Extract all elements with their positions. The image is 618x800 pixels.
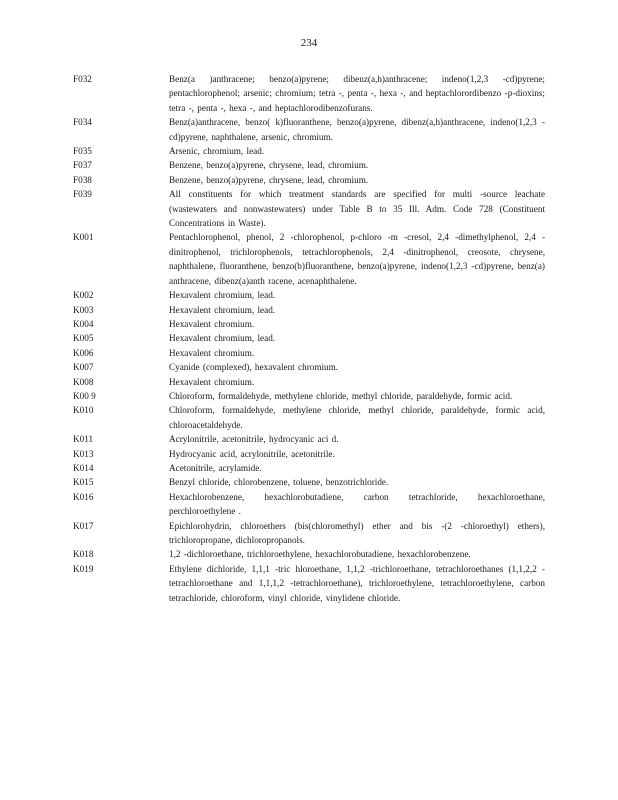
waste-code-row bbox=[73, 173, 545, 187]
constituents-text: Hexavalent chromium. bbox=[169, 347, 255, 358]
waste-code-list bbox=[73, 72, 545, 605]
waste-code-row bbox=[73, 475, 545, 489]
constituents-text: Hexavalent chromium, lead. bbox=[169, 333, 276, 344]
waste-code: F037 bbox=[73, 160, 92, 171]
waste-code: K004 bbox=[73, 318, 94, 329]
waste-code: K013 bbox=[73, 448, 94, 459]
waste-code: K018 bbox=[73, 549, 94, 560]
constituents-text: Hexavalent chromium, lead. bbox=[169, 290, 276, 301]
constituents-text: Benz(a)anthracene, benzo( k)fluoranthene, benzo(a)pyrene, dibenz(a,h)anthracene, indeno(1,2,3 -cd)pyrene, naphthalene, arsenic, chromium. bbox=[169, 117, 545, 142]
constituents-text: Acetonitrile, acrylamide. bbox=[169, 462, 262, 473]
page-number: 234 bbox=[300, 37, 318, 49]
waste-code-row bbox=[73, 144, 545, 158]
waste-code-row bbox=[73, 288, 545, 302]
waste-code: K015 bbox=[73, 477, 94, 488]
waste-code-row bbox=[73, 115, 545, 144]
waste-code-row bbox=[73, 562, 545, 605]
constituents-text: Hexavalent chromium. bbox=[169, 318, 255, 329]
constituents-text: 1,2 -dichloroethane, trichloroethylene, hexachlorobutadiene, hexachlorobenzene. bbox=[169, 549, 471, 560]
constituents-text: Hexavalent chromium. bbox=[169, 376, 255, 387]
waste-code-row bbox=[73, 389, 545, 403]
waste-code: K002 bbox=[73, 290, 94, 301]
constituents-text: Benzene, benzo(a)pyrene, chrysene, lead, chromium. bbox=[169, 174, 369, 185]
waste-code-row bbox=[73, 490, 545, 519]
waste-code: F032 bbox=[73, 74, 92, 84]
waste-code: K00 9 bbox=[73, 390, 96, 401]
waste-code-row bbox=[73, 360, 545, 374]
constituents-text: Chloroform, formaldehyde, methylene chloride, methyl chloride, paraldehyde, formic acid, chloroacetaldehyde. bbox=[169, 405, 545, 430]
constituents-text: Hydrocyanic acid, acrylonitrile, acetonitrile. bbox=[169, 448, 335, 459]
waste-code-row bbox=[73, 317, 545, 331]
waste-code: F035 bbox=[73, 146, 92, 157]
waste-code: K011 bbox=[73, 434, 94, 445]
constituents-text: Cyanide (complexed), hexavalent chromium. bbox=[169, 362, 339, 373]
waste-code: K005 bbox=[73, 333, 94, 344]
waste-code: K014 bbox=[73, 462, 94, 473]
waste-code: K008 bbox=[73, 376, 94, 387]
constituents-text: Arsenic, chromium, lead. bbox=[169, 146, 265, 157]
waste-code-row bbox=[73, 158, 545, 172]
constituents-text: Acrylonitrile, acetonitrile, hydrocyanic aci d. bbox=[169, 434, 339, 445]
constituents-text: Ethylene dichloride, 1,1,1 -tric hloroethane, 1,1,2 -trichloroethane, tetrachloroethanes (1,1,2,2 -tetrachloroethane and 1,1,1,2 -tetrachloroethane), trichloroethylene, tetrachloroethylene, carbon tetrachloride, chloroform, vinyl chloride, vinylidene chloride. bbox=[169, 563, 545, 603]
waste-code-row bbox=[73, 519, 545, 548]
waste-code-row bbox=[73, 447, 545, 461]
waste-code-row bbox=[73, 72, 545, 115]
constituents-text: All constituents for which treatment standards are specified for multi -source leachate (wastewaters and nonwastewaters) under Table B to 35 Ill. Adm. Code 728 (Constituent Concentrations in Waste). bbox=[169, 189, 545, 229]
waste-code: K019 bbox=[73, 563, 94, 574]
waste-code: K006 bbox=[73, 347, 94, 358]
waste-code-row bbox=[73, 331, 545, 345]
waste-code-row bbox=[73, 230, 545, 288]
waste-code: F038 bbox=[73, 174, 92, 185]
waste-code: K003 bbox=[73, 304, 94, 315]
waste-code-row bbox=[73, 303, 545, 317]
constituents-text: Epichlorohydrin, chloroethers (bis(chloromethyl) ether and bis -(2 -chloroethyl) ethers), trichloropropane, dichloropropanols. bbox=[169, 520, 545, 545]
constituents-text: Benzyl chloride, chlorobenzene, toluene, benzotrichloride. bbox=[169, 477, 389, 488]
waste-code: F039 bbox=[73, 189, 92, 200]
constituents-text: Benzene, benzo(a)pyrene, chrysene, lead, chromium. bbox=[169, 160, 369, 171]
constituents-text: Hexachlorobenzene, hexachlorobutadiene, carbon tetrachloride, hexachloroethane, perchloroethylene . bbox=[169, 491, 545, 517]
constituents-text: Benz(a )anthracene; benzo(a)pyrene; dibenz(a,h)anthracene; indeno(1,2,3 -cd)pyrene; pentachlorophenol; arsenic; chromium; tetra -, penta -, hexa -, and heptachlorordibenzo -p-dioxins; tetra -, penta -, hexa -, and heptachlorodibenzofurans. bbox=[169, 74, 545, 113]
waste-code-row bbox=[73, 403, 545, 432]
waste-code: K001 bbox=[73, 232, 94, 243]
waste-code-row bbox=[73, 187, 545, 230]
waste-code: K016 bbox=[73, 491, 94, 502]
constituents-text: Hexavalent chromium, lead. bbox=[169, 304, 276, 315]
waste-code-row bbox=[73, 432, 545, 446]
waste-code: F034 bbox=[73, 117, 92, 128]
constituents-text: Chloroform, formaldehyde, methylene chloride, methyl chloride, paraldehyde, formic acid. bbox=[169, 390, 513, 401]
waste-code: K010 bbox=[73, 405, 94, 416]
waste-code-row bbox=[73, 547, 545, 561]
constituents-text: Pentachlorophenol, phenol, 2 -chlorophenol, p-chloro -m -cresol, 2,4 -dimethylphenol, 2,4 -dinitrophenol, trichlorophenols, tetrachlorophenols, 2,4 -dinitrophenol, creosote, chrysene, naphthalene, fluoranthene, benzo(b)fluoranthene, benzo(a)pyrene, indeno(1,2,3 -cd)pyrene, benz(a) anthracene, dibenz(a)anth racene, acenaphthalene. bbox=[169, 232, 545, 286]
waste-code-row bbox=[73, 375, 545, 389]
waste-code-row bbox=[73, 346, 545, 360]
waste-code-row bbox=[73, 461, 545, 475]
waste-code: K007 bbox=[73, 362, 94, 373]
waste-code: K017 bbox=[73, 520, 94, 531]
